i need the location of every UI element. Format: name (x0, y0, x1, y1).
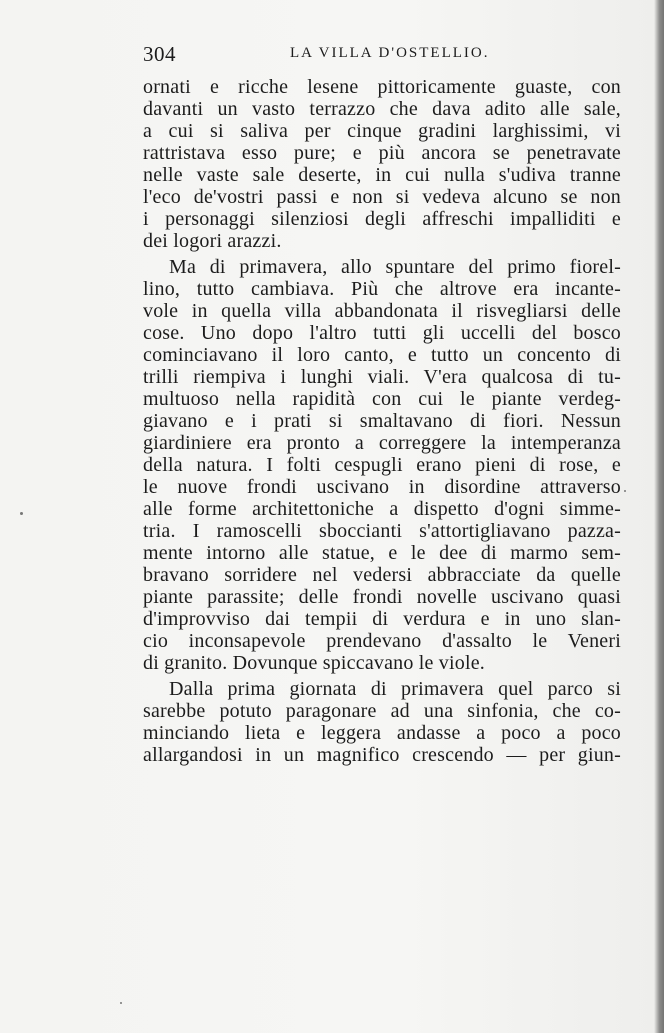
text-line: allargandosi in un magnifico crescendo — per giun- (143, 744, 621, 766)
text-line: ornati e ricche lesene pittoricamente guaste, con (143, 76, 621, 98)
text-line: dei logori arazzi. (143, 230, 282, 252)
text-line: Ma di primavera, allo spuntare del primo fiorel- (169, 256, 621, 278)
text-line: vole in quella villa abbandonata il risvegliarsi delle (143, 300, 621, 322)
text-line: tria. I ramoscelli sboccianti s'attortigliavano pazza- (143, 520, 621, 542)
text-line: minciando lieta e leggera andasse a poco a poco (143, 722, 621, 744)
text-line: rattristava esso pure; e più ancora se penetravate (143, 142, 621, 164)
text-line: piante parassite; delle frondi novelle uscivano quasi (143, 586, 621, 608)
text-line: multuoso nella rapidità con cui le piante verdeg- (143, 388, 621, 410)
running-title: LA VILLA D'OSTELLIO. (290, 45, 490, 61)
text-line: le nuove frondi uscivano in disordine attraverso (143, 476, 621, 498)
paper-speck (624, 490, 626, 492)
text-line: lino, tutto cambiava. Più che altrove era incante- (143, 278, 621, 300)
text-line: d'improvviso dai tempii di verdura e in uno slan- (143, 608, 621, 630)
page-header (143, 42, 621, 66)
text-line: giavano e i prati si smaltavano di fiori. Nessun (143, 410, 621, 432)
text-line: cio inconsapevole prendevano d'assalto le Veneri (143, 630, 621, 652)
paper-speck (20, 512, 23, 515)
page-number: 304 (143, 42, 176, 66)
text-line: giardiniere era pronto a correggere la intemperanza (143, 432, 621, 454)
text-line: alle forme architettoniche a dispetto d'ogni simme- (143, 498, 621, 520)
text-line: a cui si saliva per cinque gradini larghissimi, vi (143, 120, 621, 142)
text-line: cose. Uno dopo l'altro tutti gli uccelli del bosco (143, 322, 621, 344)
paper-speck (120, 1002, 122, 1004)
text-line: bravano sorridere nel vedersi abbracciate da quelle (143, 564, 621, 586)
text-line: di granito. Dovunque spiccavano le viole. (143, 652, 485, 674)
text-line: i personaggi silenziosi degli affreschi impalliditi e (143, 208, 621, 230)
text-line: Dalla prima giornata di primavera quel parco si (169, 678, 621, 700)
body-text (143, 76, 621, 766)
text-line: cominciavano il loro canto, e tutto un concento di (143, 344, 621, 366)
text-line: della natura. I folti cespugli erano pieni di rose, e (143, 454, 621, 476)
page-binding-shadow (654, 0, 664, 1033)
text-line: nelle vaste sale deserte, in cui nulla s'udiva tranne (143, 164, 621, 186)
text-line: mente intorno alle statue, e le dee di marmo sem- (143, 542, 621, 564)
text-line: trilli riempiva i lunghi viali. V'era qualcosa di tu- (143, 366, 621, 388)
text-line: sarebbe potuto paragonare ad una sinfonia, che co- (143, 700, 621, 722)
paragraph (143, 256, 621, 674)
text-line: l'eco de'vostri passi e non si vedeva alcuno se non (143, 186, 621, 208)
text-line: davanti un vasto terrazzo che dava adito alle sale, (143, 98, 621, 120)
paragraph (143, 76, 621, 252)
paragraph (143, 678, 621, 766)
